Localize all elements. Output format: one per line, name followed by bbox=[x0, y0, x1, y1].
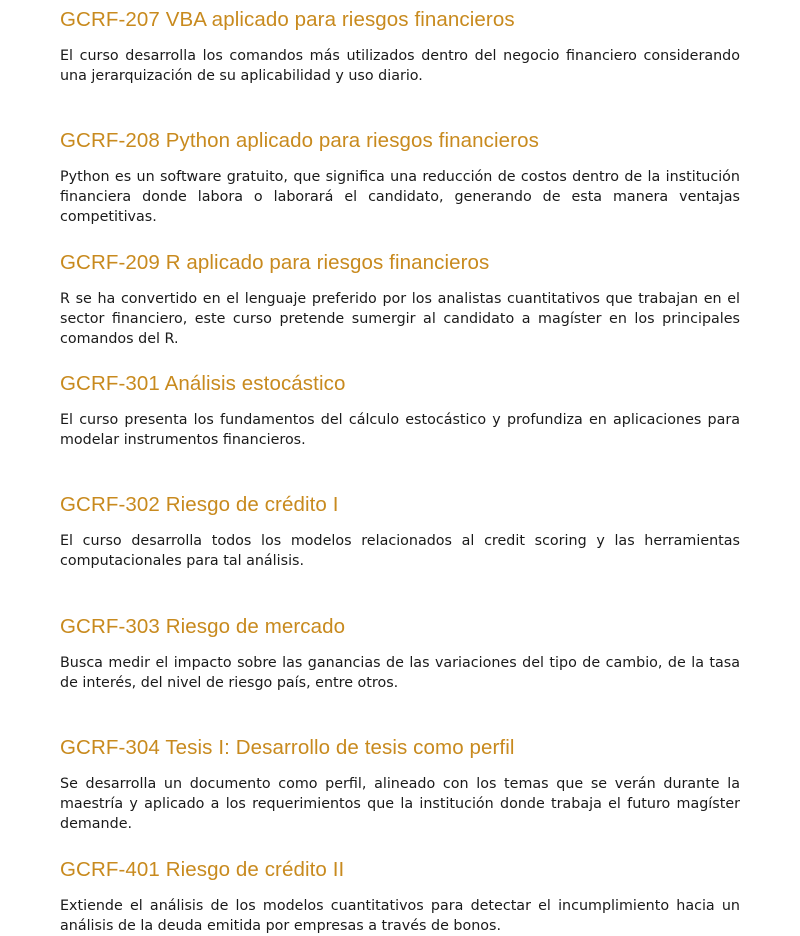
course-description: Extiende el análisis de los modelos cuantitativos para detectar el incumplimiento hacia un análisis de la deuda emitida por empresas a través de bonos. bbox=[60, 898, 740, 934]
course-description: El curso desarrolla todos los modelos relacionados al credit scoring y las herramientas computacionales para tal análisis. bbox=[60, 533, 740, 569]
course-title: GCRF-304 Tesis I: Desarrollo de tesis como perfil bbox=[60, 736, 515, 759]
course-title: GCRF-401 Riesgo de crédito II bbox=[60, 858, 345, 881]
course-title: GCRF-302 Riesgo de crédito I bbox=[60, 493, 339, 516]
course-title: GCRF-303 Riesgo de mercado bbox=[60, 615, 346, 638]
course-gcrf-209 bbox=[60, 251, 740, 349]
course-gcrf-304 bbox=[60, 736, 740, 834]
course-gcrf-302 bbox=[60, 493, 740, 571]
course-gcrf-207 bbox=[60, 8, 740, 86]
course-title: GCRF-301 Análisis estocástico bbox=[60, 372, 346, 395]
course-gcrf-303 bbox=[60, 615, 740, 693]
course-title: GCRF-208 Python aplicado para riesgos financieros bbox=[60, 129, 539, 152]
course-title: GCRF-209 R aplicado para riesgos financieros bbox=[60, 251, 490, 274]
course-gcrf-301 bbox=[60, 372, 740, 450]
course-description: El curso presenta los fundamentos del cálculo estocástico y profundiza en aplicaciones para modelar instrumentos financieros. bbox=[60, 412, 740, 448]
course-description: Busca medir el impacto sobre las ganancias de las variaciones del tipo de cambio, de la tasa de interés, del nivel de riesgo país, entre otros. bbox=[60, 655, 740, 691]
course-gcrf-208 bbox=[60, 129, 740, 227]
course-description: R se ha convertido en el lenguaje preferido por los analistas cuantitativos que trabajan en el sector financiero, este curso pretende sumergir al candidato a magíster en los principales comandos del R. bbox=[60, 291, 740, 347]
course-description: Python es un software gratuito, que significa una reducción de costos dentro de la institución financiera donde labora o laborará el candidato, generando de esta manera ventajas competitivas. bbox=[60, 169, 740, 225]
course-description: El curso desarrolla los comandos más utilizados dentro del negocio financiero considerando una jerarquización de su aplicabilidad y uso diario. bbox=[60, 48, 740, 84]
course-title: GCRF-207 VBA aplicado para riesgos financieros bbox=[60, 8, 515, 31]
course-description: Se desarrolla un documento como perfil, alineado con los temas que se verán durante la maestría y aplicado a los requerimientos que la institución donde trabaja el futuro magíster demande. bbox=[60, 776, 740, 832]
course-gcrf-401 bbox=[60, 858, 740, 936]
